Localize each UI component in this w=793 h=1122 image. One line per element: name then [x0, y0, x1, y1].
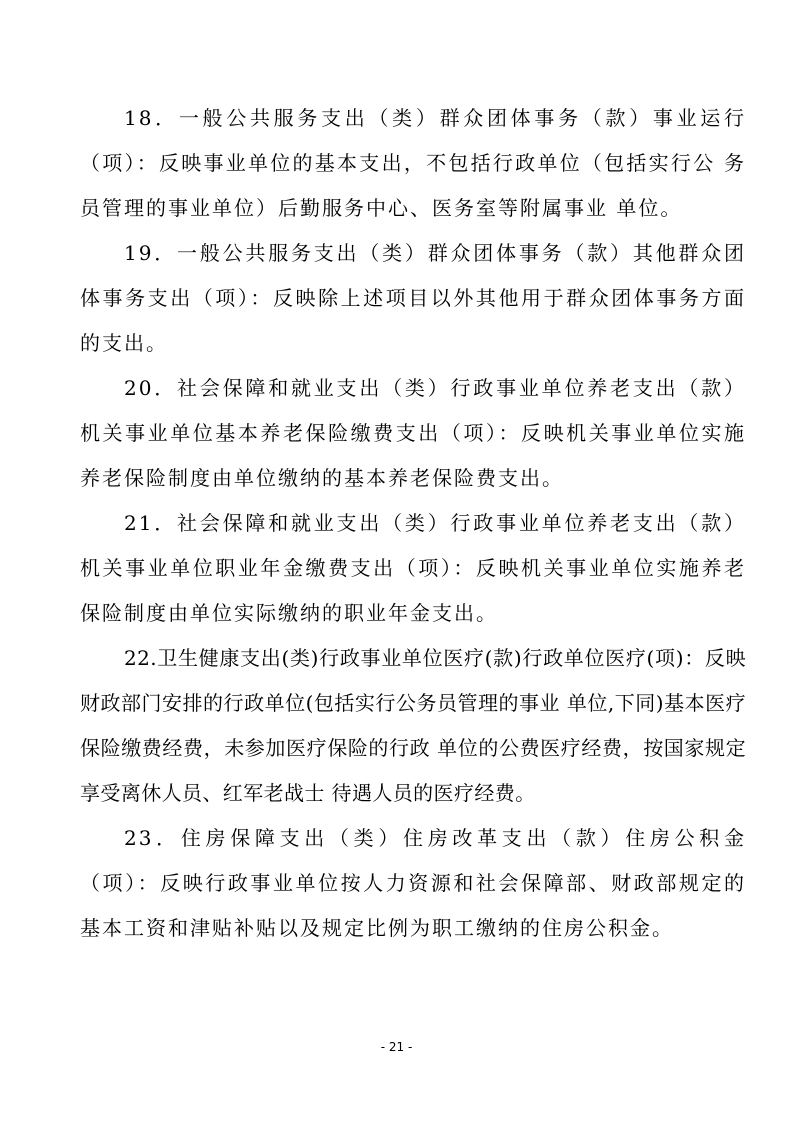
paragraph-item-18: 18．一般公共服务支出（类）群众团体事务（款）事业运行（项）：反映事业单位的基本支出，不包括行政单位（包括实行公 务员管理的事业单位）后勤服务中心、医务室等附属事业 单位。 — [80, 106, 746, 220]
document-body — [80, 96, 746, 951]
paragraph-item-22: 22.卫生健康支出(类)行政事业单位医疗(款)行政单位医疗(项)：反映财政部门安排的行政单位(包括实行公务员管理的事业 单位,下同)基本医疗保险缴费经费，未参加医疗保险的行政 单位的公费医疗经费，按国家规定享受离休人员、红军老战士 待遇人员的医疗经费。 — [80, 646, 746, 805]
paragraph-item-21: 21．社会保障和就业支出（类）行政事业单位养老支出（款）机关事业单位职业年金缴费支出（项）：反映机关事业单位实施养老保险制度由单位实际缴纳的职业年金支出。 — [80, 511, 746, 625]
paragraph-item-23: 23．住房保障支出（类）住房改革支出（款）住房公积金（项）：反映行政事业单位按人力资源和社会保障部、财政部规定的 基本工资和津贴补贴以及规定比例为职工缴纳的住房公积金。 — [80, 826, 746, 940]
paragraph-item-19: 19．一般公共服务支出（类）群众团体事务（款）其他群众团体事务支出（项）：反映除上述项目以外其他用于群众团体事务方面的支出。 — [80, 241, 746, 355]
paragraph-item-20: 20．社会保障和就业支出（类）行政事业单位养老支出（款）机关事业单位基本养老保险缴费支出（项）：反映机关事业单位实施养老保险制度由单位缴纳的基本养老保险费支出。 — [80, 376, 746, 490]
page-number: - 21 - — [380, 1040, 413, 1054]
